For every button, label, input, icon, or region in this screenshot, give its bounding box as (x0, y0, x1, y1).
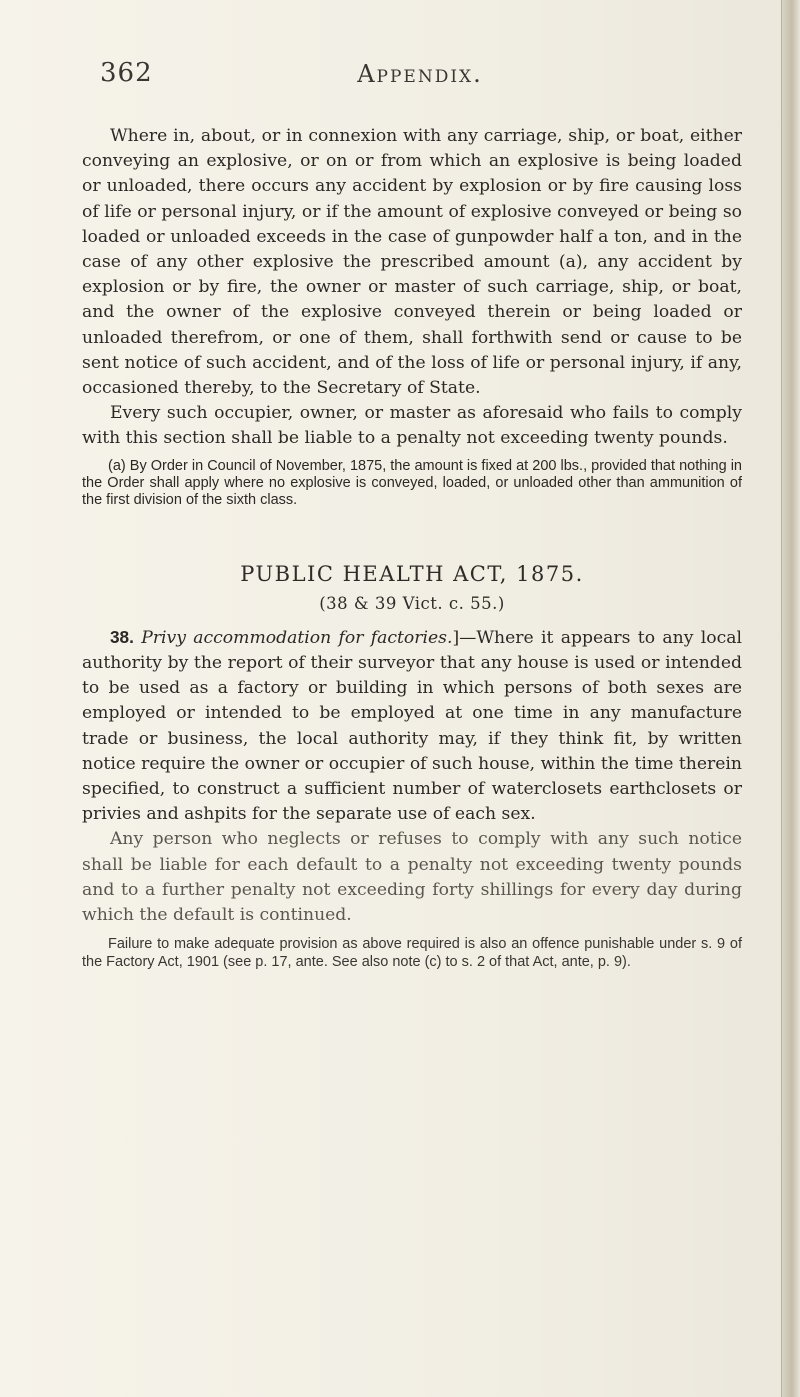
section-number: 38. (110, 626, 134, 647)
page-number: 362 (100, 58, 153, 88)
public-health-heading: PUBLIC HEALTH ACT, 1875. (240, 561, 584, 586)
section-text: ]—Where it appears to any local authority by the report of their surveyor that any house is used or intended to be used as a factory or building in which persons of both sexes are employed or intended to be employed at one time in any manufacture trade or business, the local authority may, if they think fit, by written notice require the owner or occupier of such house, within the time therein specified, to construct a sufficient number of waterclosets earthclosets or privies and ashpits for the separate use of each sex. (82, 627, 742, 825)
running-head (100, 58, 740, 98)
factory-act-note: Failure to make adequate provision as above required is also an offence punishable under s. 9 of the Factory Act, 1901 (see p. 17, ante. See also note (c) to s. 2 of that Act, ante, p. 9). (82, 936, 742, 970)
explosives-paragraph-1: Where in, about, or in connexion with any carriage, ship, or boat, either conveying an explosive, or on or from which an explosive is being loaded or unloaded, there occurs any accident by explosion or by fire causing loss of life or personal injury, or if the amount of explosive conveyed or being so loaded or unloaded exceeds in the case of gunpowder half a ton, and in the case of any other explosive the prescribed amount (a), any accident by explosion or by fire, the owner or master of such carriage, ship, or boat, and the owner of the explosive conveyed therein or being loaded or unloaded therefrom, or one of them, shall forthwith send or cause to be sent notice of such accident, and of the loss of life or personal injury, if any, occasioned thereby, to the Secretary of State. (82, 126, 742, 399)
public-health-citation: (38 & 39 Vict. c. 55.) (319, 593, 505, 613)
page-body (82, 124, 742, 971)
explosives-paragraph-2: Every such occupier, owner, or master as aforesaid who fails to comply with this section shall be liable to a penalty not exceeding twenty pounds. (82, 403, 742, 449)
penalty-paragraph: Any person who neglects or refuses to comply with any such notice shall be liable for each default to a penalty not exceeding twenty pounds and to a further penalty not exceeding forty shillings for every day during which the default is continued. (82, 829, 742, 926)
section-38-paragraph (82, 625, 742, 828)
explosives-footnote: (a) By Order in Council of November, 1875, the amount is fixed at 200 lbs., provided that nothing in the Order shall apply where no explosive is conveyed, loaded, or unloaded other than ammunition of the first division of the sixth class. (82, 457, 742, 509)
page-binding-edge (781, 0, 800, 1397)
running-title: Appendix. (357, 60, 483, 88)
section-title: Privy accommodation for factories. (141, 627, 453, 648)
